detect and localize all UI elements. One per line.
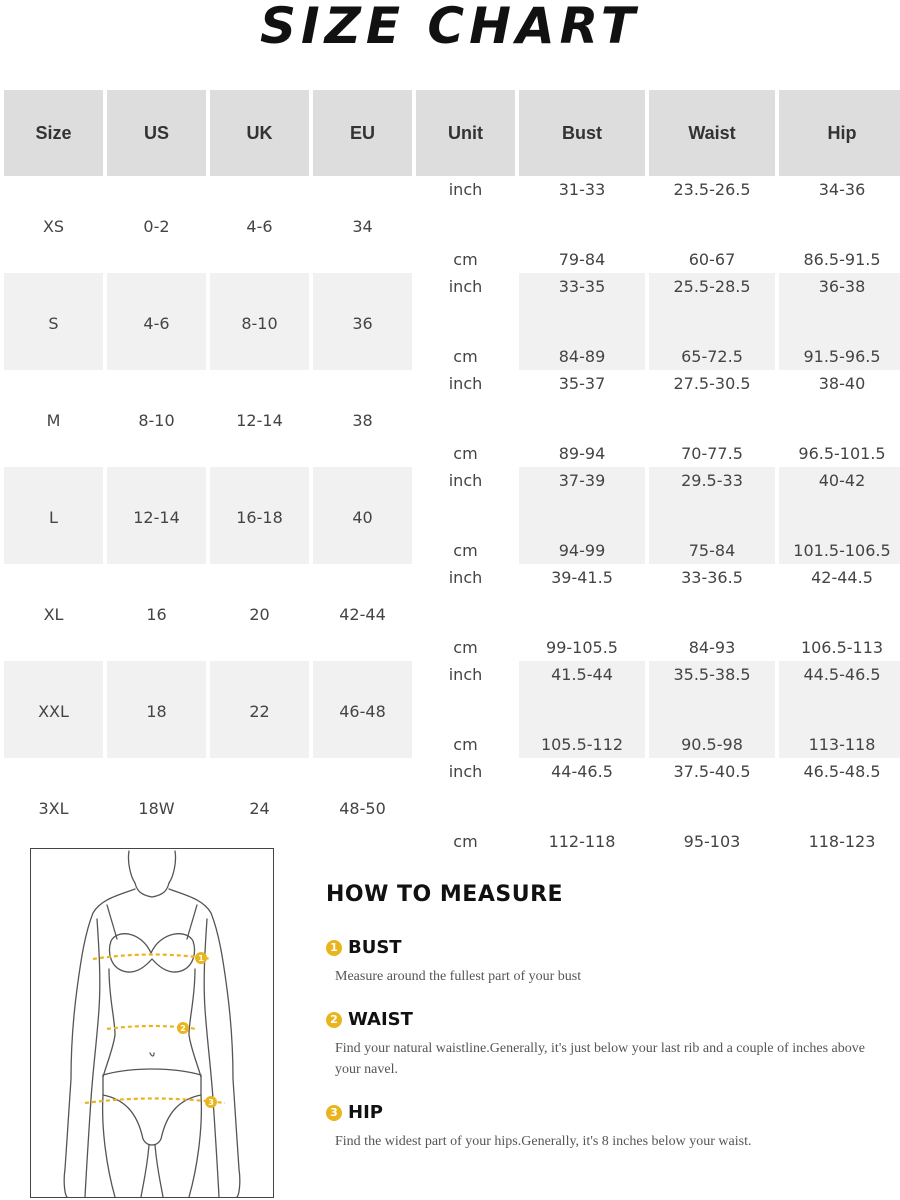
unit-cell: cm	[453, 444, 478, 463]
step-title: BUST	[348, 937, 402, 958]
unit-cell: inch	[416, 467, 515, 516]
unit-cell: cm	[416, 710, 515, 759]
eu-cell: 36	[313, 273, 412, 370]
uk-cell: 12-14	[236, 411, 283, 430]
measure-step-waist	[326, 1009, 886, 1080]
unit-cell: inch	[448, 762, 483, 781]
uk-cell: 22	[210, 661, 309, 758]
svg-text:2: 2	[180, 1024, 186, 1033]
table-row	[4, 370, 900, 419]
unit-cell: inch	[448, 180, 483, 199]
table-row	[4, 661, 900, 710]
size-chart-table	[0, 90, 900, 855]
eu-cell: 34	[352, 217, 373, 236]
us-cell: 18W	[138, 799, 175, 818]
table-row	[4, 467, 900, 516]
table-row	[4, 273, 900, 322]
bust-cell: 39-41.5	[551, 568, 613, 587]
hip-cell: 38-40	[818, 374, 866, 393]
waist-cell: 70-77.5	[681, 444, 743, 463]
hip-cell: 118-123	[808, 832, 876, 851]
waist-cell: 33-36.5	[681, 568, 743, 587]
waist-cell: 95-103	[683, 832, 741, 851]
table-row	[4, 176, 900, 225]
unit-cell: cm	[453, 832, 478, 851]
unit-cell: cm	[453, 638, 478, 657]
bust-cell: 99-105.5	[546, 638, 618, 657]
bust-cell: 94-99	[519, 516, 645, 565]
waist-cell: 75-84	[649, 516, 775, 565]
size-cell: S	[4, 273, 103, 370]
us-cell: 12-14	[107, 467, 206, 564]
bust-cell: 41.5-44	[519, 661, 645, 710]
step-description: Find the widest part of your hips.Generally, it's 8 inches below your waist.	[335, 1134, 752, 1149]
size-cell: 3XL	[38, 799, 69, 818]
bust-cell: 112-118	[548, 832, 616, 851]
uk-cell: 4-6	[246, 217, 273, 236]
hip-cell: 34-36	[818, 180, 866, 199]
unit-cell: cm	[453, 250, 478, 269]
uk-cell: 24	[249, 799, 270, 818]
bust-cell: 33-35	[519, 273, 645, 322]
step-title: WAIST	[348, 1009, 413, 1030]
hip-cell: 91.5-96.5	[779, 322, 900, 371]
measure-step-hip	[326, 1102, 886, 1152]
eu-cell: 40	[313, 467, 412, 564]
table-row	[4, 564, 900, 613]
uk-cell: 16-18	[210, 467, 309, 564]
bust-cell: 89-94	[558, 444, 606, 463]
bust-cell: 31-33	[558, 180, 606, 199]
waist-cell: 25.5-28.5	[649, 273, 775, 322]
waist-cell: 60-67	[688, 250, 736, 269]
hip-cell: 40-42	[779, 467, 900, 516]
number-badge-icon: 1	[326, 940, 342, 956]
waist-cell: 27.5-30.5	[673, 374, 751, 393]
hip-cell: 44.5-46.5	[779, 661, 900, 710]
hip-cell: 86.5-91.5	[803, 250, 881, 269]
unit-cell: cm	[416, 322, 515, 371]
bust-cell: 79-84	[558, 250, 606, 269]
measure-heading: HOW TO MEASURE	[326, 882, 564, 907]
hip-cell: 46.5-48.5	[803, 762, 881, 781]
hip-cell: 96.5-101.5	[798, 444, 886, 463]
unit-cell: inch	[448, 568, 483, 587]
measure-step-bust	[326, 937, 886, 987]
svg-text:3: 3	[208, 1098, 214, 1107]
column-header: UK	[210, 90, 309, 176]
hip-cell: 42-44.5	[811, 568, 873, 587]
column-header: Unit	[416, 90, 515, 176]
column-header: Hip	[779, 90, 900, 176]
us-cell: 16	[146, 605, 167, 624]
column-header: Size	[4, 90, 103, 176]
eu-cell: 38	[352, 411, 373, 430]
page-title: SIZE CHART	[259, 0, 641, 55]
us-cell: 18	[107, 661, 206, 758]
eu-cell: 48-50	[339, 799, 386, 818]
waist-cell: 84-93	[688, 638, 736, 657]
step-title: HIP	[348, 1102, 383, 1123]
step-description: Find your natural waistline.Generally, it's just below your last rib and a couple of inches above your navel.	[335, 1041, 865, 1077]
us-cell: 4-6	[107, 273, 206, 370]
number-badge-icon: 2	[326, 1012, 342, 1028]
size-cell: L	[4, 467, 103, 564]
svg-text:1: 1	[198, 954, 204, 963]
waist-cell: 37.5-40.5	[673, 762, 751, 781]
waist-cell: 35.5-38.5	[649, 661, 775, 710]
column-header: Bust	[519, 90, 645, 176]
waist-cell: 65-72.5	[649, 322, 775, 371]
column-header: EU	[313, 90, 412, 176]
unit-cell: inch	[416, 273, 515, 322]
waist-cell: 29.5-33	[649, 467, 775, 516]
waist-cell: 23.5-26.5	[673, 180, 751, 199]
us-cell: 8-10	[138, 411, 175, 430]
bust-cell: 84-89	[519, 322, 645, 371]
hip-cell: 106.5-113	[800, 638, 884, 657]
bust-cell: 37-39	[519, 467, 645, 516]
size-cell: XL	[43, 605, 64, 624]
unit-cell: cm	[416, 516, 515, 565]
hip-cell: 113-118	[779, 710, 900, 759]
table-row	[4, 758, 900, 807]
column-header: Waist	[649, 90, 775, 176]
column-header: US	[107, 90, 206, 176]
eu-cell: 42-44	[339, 605, 386, 624]
body-figure-illustration	[30, 848, 274, 1198]
number-badge-icon: 3	[326, 1105, 342, 1121]
hip-cell: 36-38	[779, 273, 900, 322]
unit-cell: inch	[416, 661, 515, 710]
eu-cell: 46-48	[313, 661, 412, 758]
size-cell: XS	[42, 217, 65, 236]
us-cell: 0-2	[143, 217, 170, 236]
size-cell: M	[46, 411, 61, 430]
step-description: Measure around the fullest part of your bust	[335, 969, 582, 984]
uk-cell: 8-10	[210, 273, 309, 370]
how-to-measure-section	[326, 882, 886, 1174]
unit-cell: inch	[448, 374, 483, 393]
table-header-row	[4, 90, 900, 176]
bust-cell: 44-46.5	[551, 762, 613, 781]
bust-cell: 35-37	[558, 374, 606, 393]
size-cell: XXL	[4, 661, 103, 758]
waist-cell: 90.5-98	[649, 710, 775, 759]
hip-cell: 101.5-106.5	[779, 516, 900, 565]
uk-cell: 20	[249, 605, 270, 624]
bust-cell: 105.5-112	[519, 710, 645, 759]
